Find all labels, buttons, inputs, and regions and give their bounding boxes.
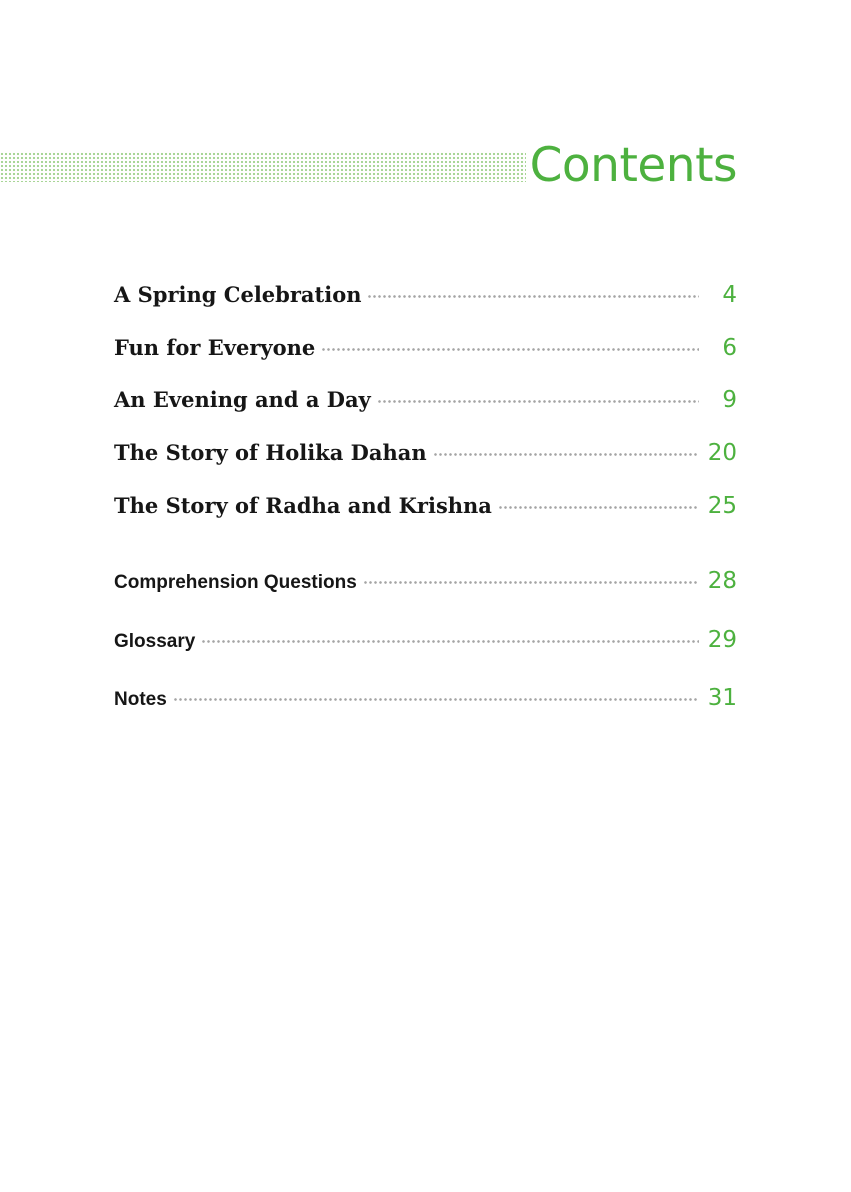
toc-entry-page: 6	[722, 335, 737, 361]
toc-entry[interactable]	[114, 387, 737, 413]
toc-entry[interactable]	[114, 440, 737, 466]
dot-leader	[321, 348, 699, 351]
toc-entry-page: 31	[707, 685, 737, 711]
toc-entry-page: 25	[707, 493, 737, 519]
dot-leader	[498, 506, 699, 509]
toc-entry-title: The Story of Holika Dahan	[114, 440, 427, 465]
toc-entry-page: 4	[722, 282, 737, 308]
toc-entry[interactable]	[114, 335, 737, 361]
toc-entry-title: Notes	[114, 689, 167, 710]
toc-entry-title: An Evening and a Day	[114, 387, 371, 412]
toc-entry-page: 29	[707, 627, 737, 653]
toc-entry[interactable]	[114, 627, 737, 653]
toc-entry-title: The Story of Radha and Krishna	[114, 493, 492, 518]
dot-leader	[367, 295, 699, 298]
toc-entry[interactable]	[114, 493, 737, 519]
dot-leader	[377, 400, 699, 403]
toc-entry-title: Glossary	[114, 631, 196, 652]
toc-entry[interactable]	[114, 685, 737, 711]
toc-entry-page: 9	[722, 387, 737, 413]
toc-entry-page: 28	[707, 568, 737, 594]
dot-leader	[173, 698, 699, 701]
toc-entry[interactable]	[114, 568, 737, 594]
header-dot-pattern	[0, 152, 526, 182]
toc-entry-title: A Spring Celebration	[114, 282, 362, 307]
dot-leader	[433, 453, 699, 456]
toc-entry-page: 20	[707, 440, 737, 466]
dot-leader	[363, 581, 699, 584]
toc-entry-title: Comprehension Questions	[114, 572, 357, 593]
dot-leader	[201, 640, 699, 643]
toc-entry[interactable]	[114, 282, 737, 308]
toc-entry-title: Fun for Everyone	[114, 335, 316, 360]
page-title: Contents	[529, 138, 737, 193]
